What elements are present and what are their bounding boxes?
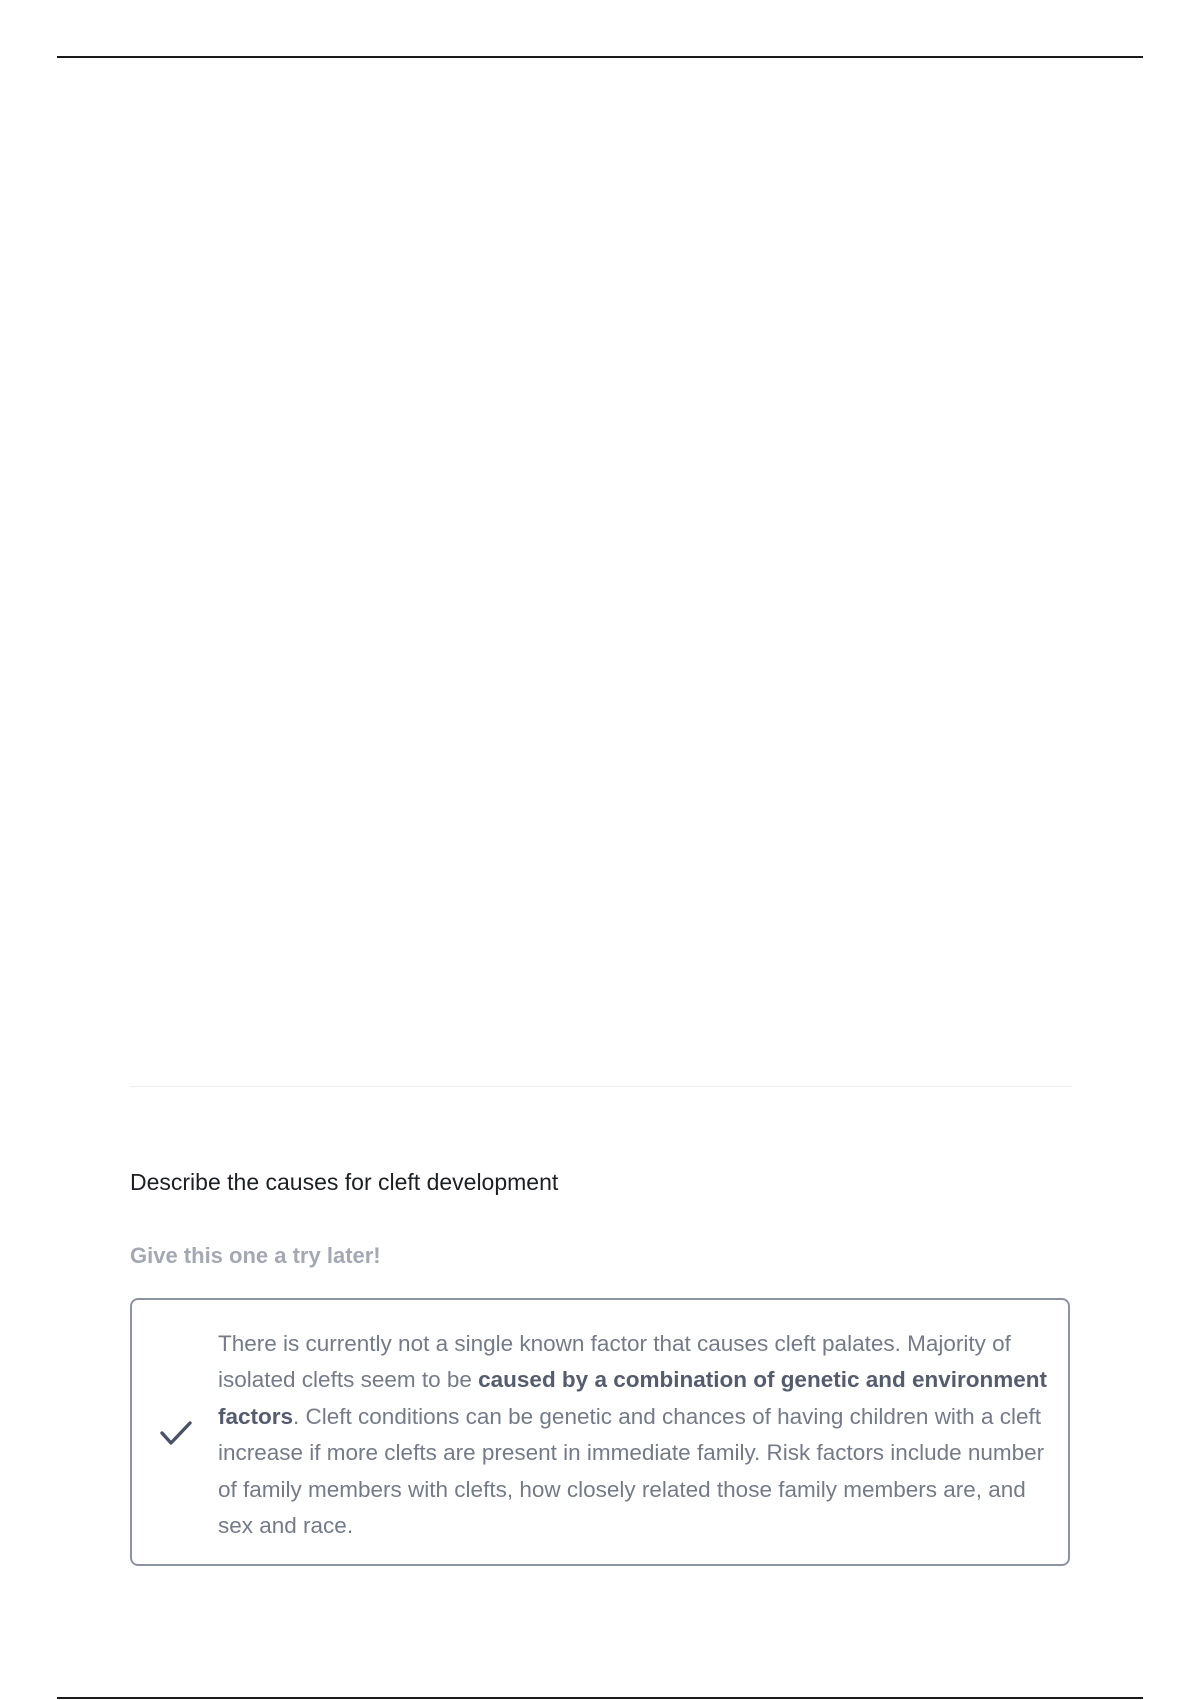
answer-text [218, 1326, 1048, 1544]
check-icon [158, 1418, 194, 1448]
answer-card [130, 1298, 1070, 1566]
answer-text-part-1: There is currently not a single known factor that causes cleft palates. Majority of isolated clefts seem to be [218, 1331, 1011, 1393]
answer-bold-text: caused by a combination of genetic and environment factors [218, 1367, 1047, 1429]
answer-text-part-2: . Cleft conditions can be genetic and chances of having children with a cleft increase if more clefts are present in immediate family. Risk factors include number of family members with clefts, how closely related those family members are, and sex and race. [218, 1403, 1045, 1539]
section-divider [130, 1086, 1072, 1087]
top-page-rule [57, 56, 1143, 58]
bottom-page-rule [57, 1697, 1143, 1699]
try-later-hint: Give this one a try later! [130, 1243, 381, 1268]
question-text: Describe the causes for cleft development [130, 1169, 559, 1195]
